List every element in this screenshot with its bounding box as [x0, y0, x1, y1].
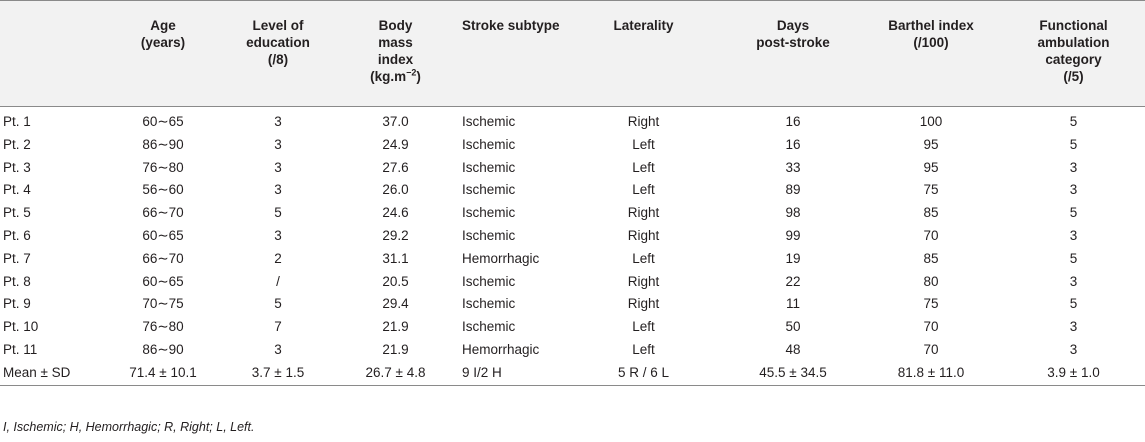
table-cell: 45.5 ± 34.5: [726, 362, 860, 385]
table-cell: 89: [785, 182, 801, 198]
table-cell: 3: [1069, 341, 1078, 357]
table-cell: 21.9: [382, 319, 409, 335]
table-cell: Ischemic: [462, 114, 516, 129]
table-cell: 98: [785, 205, 801, 221]
table-cell: Left: [632, 319, 655, 335]
table-cell: Pt. 10: [3, 319, 39, 335]
table-cell: 75: [923, 182, 939, 198]
table-cell: 16: [785, 136, 801, 152]
table-cell: 33: [785, 159, 801, 175]
table-cell: Ischemic: [462, 182, 516, 198]
table-cell: 7: [274, 319, 282, 335]
table-cell: 80: [923, 273, 939, 289]
table-cell: Ischemic: [462, 227, 516, 243]
table-cell: 3: [1069, 227, 1078, 243]
table-cell: 99: [785, 227, 801, 243]
table-cell: Pt. 3: [3, 159, 31, 175]
table-cell: 86∼90: [142, 341, 184, 357]
table-cell: 11: [785, 296, 800, 312]
table-cell: 26.0: [382, 182, 409, 198]
table-cell: 95: [923, 159, 939, 175]
table-cell: 3: [1069, 159, 1078, 175]
table-cell: Hemorrhagic: [462, 250, 540, 266]
table-cell: Right: [627, 205, 660, 221]
table-row: [0, 134, 1145, 157]
header-age: Age (years): [107, 1, 219, 107]
table-cell: 3: [1069, 273, 1078, 289]
table-row: [0, 157, 1145, 180]
table-cell: 3.7 ± 1.5: [219, 362, 337, 385]
table-cell: 50: [785, 319, 801, 335]
table-cell: Pt. 7: [3, 250, 31, 266]
table-cell: Pt. 1: [3, 114, 31, 129]
table-row: [0, 339, 1145, 362]
table-cell: 3: [274, 114, 282, 129]
table-row: [0, 225, 1145, 248]
table-cell: 26.7 ± 4.8: [337, 362, 454, 385]
table-cell: 76∼80: [142, 159, 184, 175]
table-cell: 95: [923, 136, 939, 152]
table-cell: 24.6: [382, 205, 409, 221]
table-cell: Pt. 2: [3, 136, 31, 152]
header-days-post-stroke: Days post-stroke: [726, 1, 860, 107]
table-cell: Right: [627, 296, 660, 312]
table-footnote: I, Ischemic; H, Hemorrhagic; R, Right; L, Left.: [3, 420, 255, 434]
table-row: [0, 179, 1145, 202]
table-cell: 60∼65: [142, 114, 184, 129]
table-cell: 5: [1069, 296, 1078, 312]
header-stroke-subtype: Stroke subtype: [454, 1, 561, 107]
table-cell: Pt. 5: [3, 205, 31, 221]
table-cell: 5: [1069, 114, 1078, 129]
table-cell: 9 I/2 H: [454, 362, 561, 385]
table-cell: 3: [1069, 182, 1078, 198]
table-cell: 5: [1069, 205, 1078, 221]
table-cell: Pt. 11: [3, 341, 38, 357]
table-cell: 56∼60: [142, 182, 184, 198]
table-cell: 24.9: [382, 136, 409, 152]
table-cell: Pt. 8: [3, 273, 31, 289]
table-cell: Pt. 6: [3, 227, 31, 243]
table-cell: 27.6: [382, 159, 409, 175]
table-row: [0, 248, 1145, 271]
table-row: [0, 271, 1145, 294]
table-cell: 3: [274, 182, 282, 198]
table-cell: 29.4: [382, 296, 409, 312]
header-cell-0: [0, 1, 107, 107]
table-cell: Ischemic: [462, 296, 516, 312]
table-cell: 29.2: [382, 227, 409, 243]
table-cell: 20.5: [382, 273, 409, 289]
table-cell: 85: [923, 250, 939, 266]
table-row: [0, 202, 1145, 225]
table-cell: 5 R / 6 L: [561, 362, 726, 385]
header-row: [0, 1, 1145, 107]
table-cell: 85: [923, 205, 939, 221]
table-cell: 3: [274, 136, 282, 152]
table-cell: Left: [632, 182, 655, 198]
table-row: [0, 293, 1145, 316]
table-cell: Right: [627, 273, 660, 289]
table-row: [0, 316, 1145, 339]
table-cell: 3: [274, 341, 282, 357]
header-barthel-index: Barthel index (/100): [860, 1, 1002, 107]
table-cell: 2: [274, 250, 282, 266]
table-cell: 5: [1069, 250, 1078, 266]
table-cell: Ischemic: [462, 273, 516, 289]
table-cell: 37.0: [382, 114, 409, 129]
table-header: [0, 1, 1145, 107]
table-cell: 16: [785, 114, 801, 129]
table-cell: Right: [627, 114, 660, 129]
table-cell: 5: [274, 205, 282, 221]
table-cell: 5: [274, 296, 282, 312]
table-cell: 31.1: [382, 250, 409, 266]
table-cell: Left: [632, 159, 655, 175]
table-cell: 70: [923, 341, 939, 357]
table-cell: Right: [627, 227, 660, 243]
table-cell: 100: [919, 114, 943, 129]
table-cell: Left: [632, 341, 655, 357]
table-cell: 76∼80: [142, 319, 184, 335]
table-cell: 70: [923, 227, 939, 243]
summary-row: [0, 362, 1145, 385]
table-cell: 70: [923, 319, 939, 335]
table-cell: 60∼65: [142, 227, 184, 243]
table-cell: 75: [923, 296, 939, 312]
header-fac: Functional ambulation category (/5): [1002, 1, 1145, 107]
table-cell: 48: [785, 341, 801, 357]
table-cell: 60∼65: [142, 273, 184, 289]
table-cell: Pt. 9: [3, 296, 31, 312]
table-cell: Ischemic: [462, 136, 516, 152]
table-cell: 19: [785, 250, 801, 266]
table-cell: /: [276, 273, 280, 289]
table-cell: Mean ± SD: [0, 362, 107, 385]
table-cell: 70∼75: [142, 296, 184, 312]
table-body: [0, 107, 1145, 386]
table-cell: 86∼90: [142, 136, 184, 152]
table-cell: 3: [1069, 319, 1078, 335]
header-education: Level of education (/8): [219, 1, 337, 107]
table-cell: 66∼70: [142, 205, 184, 221]
table-cell: 71.4 ± 10.1: [107, 362, 219, 385]
table-cell: Left: [632, 250, 655, 266]
table-cell: 3: [274, 159, 282, 175]
table-cell: Ischemic: [462, 159, 516, 175]
table-cell: 3: [274, 227, 282, 243]
header-laterality: Laterality: [561, 1, 726, 107]
table-cell: 22: [785, 273, 801, 289]
table-cell: 5: [1069, 136, 1078, 152]
header-bmi: Body mass index $(kg.m^{-2})$: [337, 1, 454, 107]
table-cell: Left: [632, 136, 655, 152]
table-cell: Ischemic: [462, 319, 516, 335]
table-cell: Hemorrhagic: [462, 341, 540, 357]
table-row: [0, 107, 1145, 134]
table-cell: 81.8 ± 11.0: [860, 362, 1002, 385]
table-cell: 21.9: [382, 341, 409, 357]
table-cell: Ischemic: [462, 205, 516, 221]
table-cell: 3.9 ± 1.0: [1002, 362, 1145, 385]
table-cell: Pt. 4: [3, 182, 31, 198]
table-cell: 66∼70: [142, 250, 184, 266]
